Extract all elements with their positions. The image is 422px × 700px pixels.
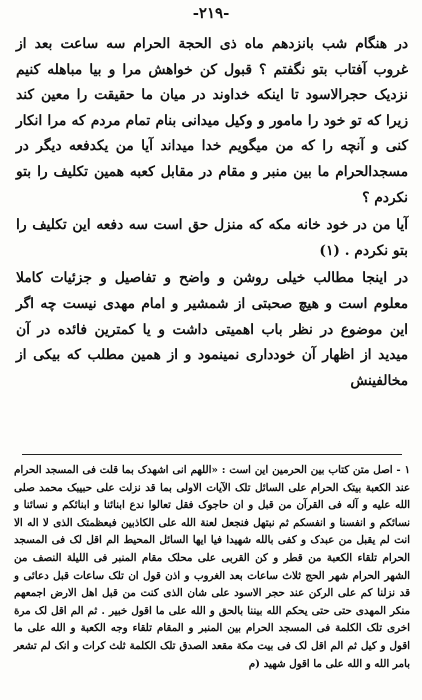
footnote-separator — [22, 454, 402, 455]
paragraph: در اینجا مطالب خیلی روشن و واضح و تفاصیل و جزئیات کاملا معلوم است و هیچ صحبتی از شمشیر و امام مهدی نیست چه اگر این موضوع در نظر باب اهمیتی داشت و یا کمترین فائده در آن میدید از اظهار آن خودداری نمینمود و از همین مطلب که بیکی از مخالفینش — [16, 270, 408, 389]
paragraph: در هنگام شب بانزدهم ماه ذی الحجة الحرام سه ساعت بعد از غروب آفتاب بتو نگفتم ؟ قبول کن خواهش مرا و بیا مباهله کنیم نزدیک حجرالاسود تا اینکه خداوند در میان ما حقیقت را معین کند زیرا که تو خود را مامور و وکیل میدانی بنام تمام مردم که مرا انکار کنی و آنچه را که من میگویم خدا میداند آیا من یکدفعه دیگر در مسجدالحرام ما بین منبر و مقام در مقابل کعبه همین تکلیف را بتو نکردم ؟ — [16, 36, 408, 206]
main-text — [16, 32, 408, 394]
page-number: -۲۱۹- — [192, 4, 230, 22]
footnote — [14, 462, 410, 673]
footnote-text: ۱ - اصل متن کتاب بین الحرمین این است : «اللهم انی اشهدک بما قلت فی المسجد الحرام عند الکعبة بیتک الحرام علی السائل تلک الآیات الاولی بما قد نزلت علی حبیبک محمد صلی الله علیه و آله فی القرآن من قبل و ان حاجوک فقل تعالوا ندع ابنائنا و ابنائکم و نسائنا و نسائکم و انفسنا و انفسکم ثم نبتهل فنجعل لعنة الله علی الکاذبین فبعظمتک الذی لا اله الا انت لم یقبل من عبدک و کفی بالله شهیدا فیا ایها السائل المحیط الم اقل لک فی المسجد الحرام تلقاء الکعبة من قطر و کن القربی علی محلک مقام المنبر فی اللیلة النصف من الشهر الحرام شهر الحج ثلاث ساعات بعد الغروب و اذن قول ان تلک ساعات قبل دعائی و قد نزلنا کم علی الرکن عند حجر الاسود علی شان الذی کنت من قبل اهل الارض اجمعهم منکر المهدی حتی حتی یحکم الله بیننا بالحق و الله علی ما اقول خبیر . ثم الم اقل لک مرة اخری تلک الکلمة فی المسجد الحرام بین المنبر و المقام تلقاء وجه الکعبة و الله علی ما اقول و کیل ثم الم اقل لک فی بیت مکة مقعد الصدق تلک الکلمة ثلث کرات و انک لم تشعر بامر الله و الله علی ما اقول شهید (م — [14, 464, 410, 670]
paragraph: آیا من در خود خانه مکه که منزل حق است سه دفعه این تکلیف را بتو نکردم . (۱) — [16, 217, 408, 259]
